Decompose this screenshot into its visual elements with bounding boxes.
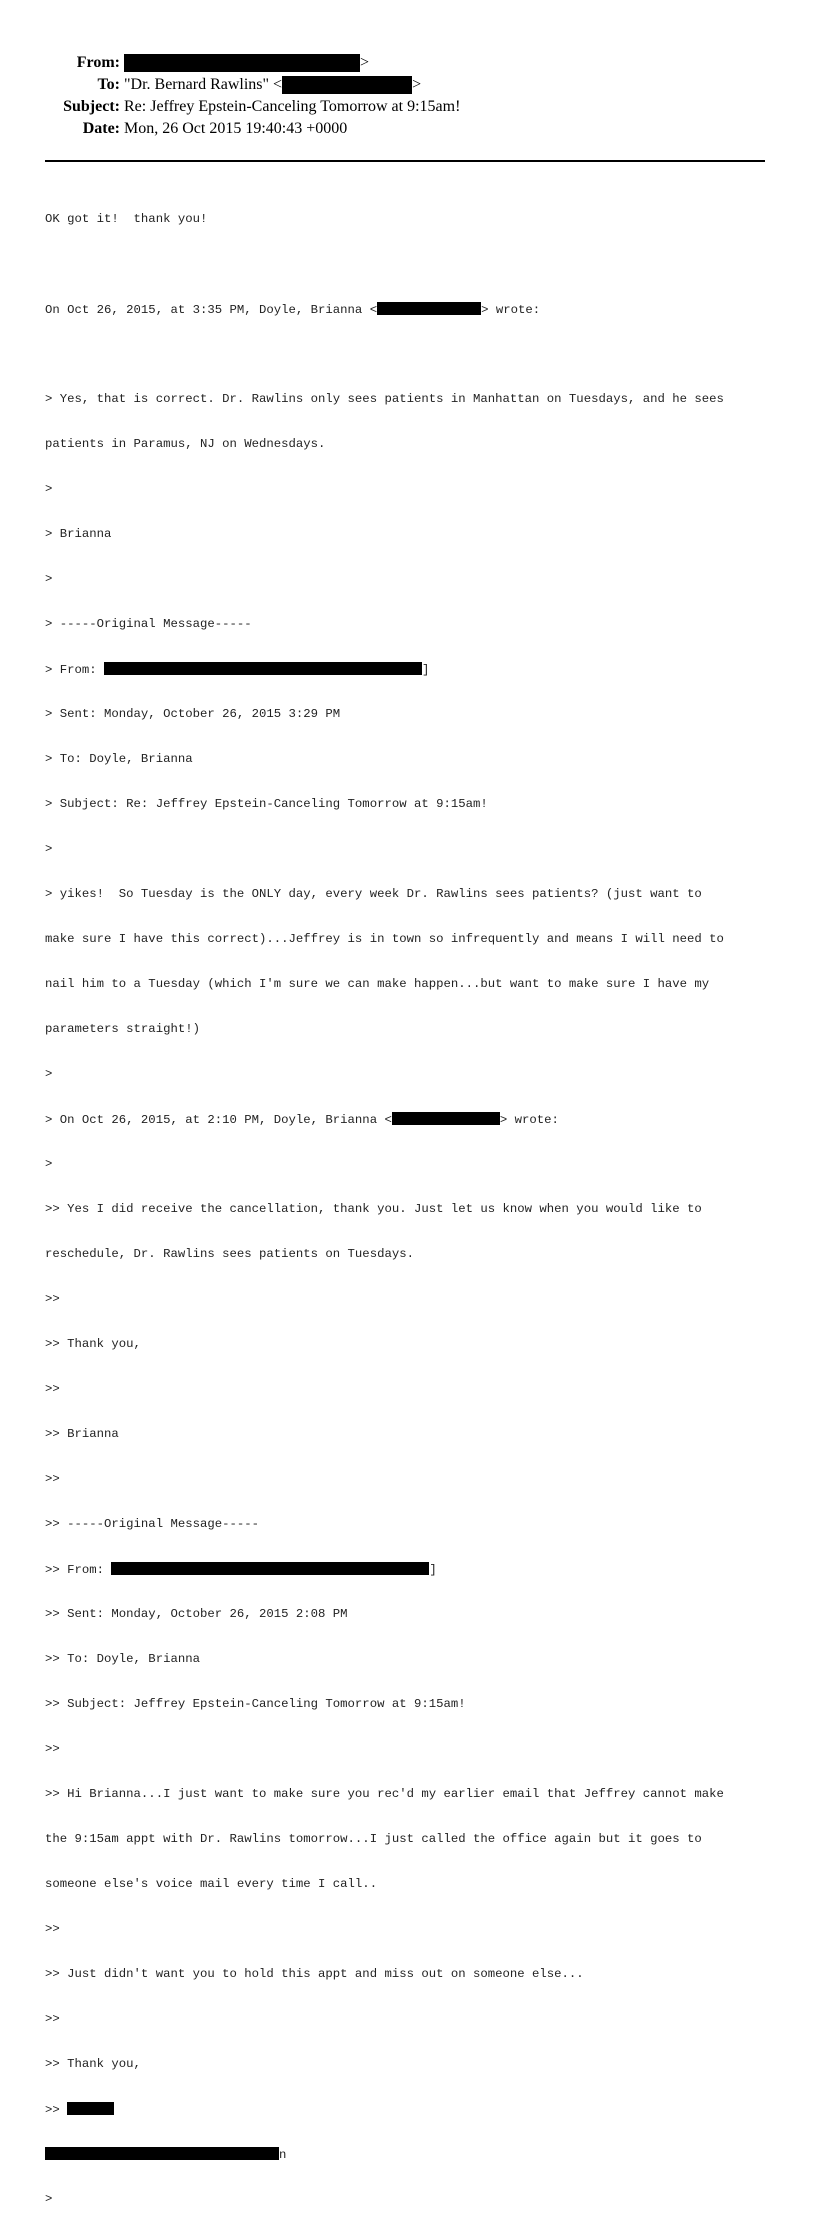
quote-header-line: On Oct 26, 2015, at 3:35 PM, Doyle, Brianna < > wrote: bbox=[45, 303, 541, 317]
body-line: > Subject: Re: Jeffrey Epstein-Canceling Tomorrow at 9:15am! bbox=[45, 797, 488, 811]
body-line: the 9:15am appt with Dr. Rawlins tomorrow...I just called the office again but it goes to bbox=[45, 1832, 702, 1846]
body-line: >> bbox=[45, 1382, 60, 1396]
body-line: >> Sent: Monday, October 26, 2015 2:08 PM bbox=[45, 1607, 348, 1621]
body-line: > bbox=[45, 1067, 53, 1081]
subject-value: Re: Jeffrey Epstein-Canceling Tomorrow at 9:15am! bbox=[124, 98, 461, 115]
body-line: > bbox=[45, 2192, 53, 2206]
signature-line: >> bbox=[45, 2102, 775, 2117]
to-name: "Dr. Bernard Rawlins" < bbox=[124, 76, 283, 93]
body-line bbox=[45, 347, 775, 362]
body-line: nail him to a Tuesday (which I'm sure we can make happen...but want to make sure I have my bbox=[45, 977, 710, 991]
header-divider bbox=[45, 160, 765, 162]
body-line: OK got it! thank you! bbox=[45, 212, 208, 226]
body-line: > yikes! So Tuesday is the ONLY day, every week Dr. Rawlins sees patients? (just want to bbox=[45, 887, 702, 901]
body-line: >> bbox=[45, 1292, 60, 1306]
body-line: > bbox=[45, 1157, 53, 1171]
body-line: > Sent: Monday, October 26, 2015 3:29 PM bbox=[45, 707, 341, 721]
email-body bbox=[45, 182, 775, 2222]
body-line: > Yes, that is correct. Dr. Rawlins only sees patients in Manhattan on Tuesdays, and he sees bbox=[45, 392, 724, 406]
body-line: >> -----Original Message----- bbox=[45, 1517, 260, 1531]
body-line: > bbox=[45, 842, 53, 856]
body-line: > Brianna bbox=[45, 527, 112, 541]
to-suffix: > bbox=[412, 76, 422, 93]
body-line: parameters straight!) bbox=[45, 1022, 200, 1036]
quoted-from-line: > From: ] bbox=[45, 663, 430, 677]
signature-line: n bbox=[45, 2147, 775, 2162]
quoted-from-line: >> From: ] bbox=[45, 1563, 437, 1577]
body-line: >> Subject: Jeffrey Epstein-Canceling Tomorrow at 9:15am! bbox=[45, 1697, 466, 1711]
body-line: patients in Paramus, NJ on Wednesdays. bbox=[45, 437, 326, 451]
body-line: reschedule, Dr. Rawlins sees patients on Tuesdays. bbox=[45, 1247, 414, 1261]
body-line: >> To: Doyle, Brianna bbox=[45, 1652, 200, 1666]
body-line bbox=[45, 257, 775, 272]
from-suffix: > bbox=[360, 54, 370, 71]
redaction-box bbox=[111, 1562, 429, 1575]
redaction-box bbox=[67, 2102, 114, 2115]
body-line: >> bbox=[45, 1472, 60, 1486]
body-line: >> Thank you, bbox=[45, 2057, 141, 2071]
date-label: Date: bbox=[82, 120, 120, 137]
redaction-box bbox=[104, 662, 422, 675]
redaction-box bbox=[45, 2147, 279, 2160]
subject-label: Subject: bbox=[63, 98, 120, 115]
to-label: To: bbox=[97, 76, 120, 93]
from-value bbox=[124, 53, 369, 73]
body-line: > bbox=[45, 572, 53, 586]
redaction-box bbox=[392, 1112, 500, 1125]
from-label: From: bbox=[76, 54, 120, 71]
body-line: > -----Original Message----- bbox=[45, 617, 252, 631]
body-line: >> bbox=[45, 1742, 60, 1756]
quote-header-line: > On Oct 26, 2015, at 2:10 PM, Doyle, Brianna < > wrote: bbox=[45, 1113, 559, 1127]
to-value bbox=[124, 75, 421, 95]
body-line: >> Thank you, bbox=[45, 1337, 141, 1351]
redaction-box bbox=[282, 76, 412, 94]
redaction-box bbox=[377, 302, 481, 315]
body-line: >> Hi Brianna...I just want to make sure you rec'd my earlier email that Jeffrey cannot make bbox=[45, 1787, 724, 1801]
body-line: >> bbox=[45, 2012, 60, 2026]
body-line: make sure I have this correct)...Jeffrey is in town so infrequently and means I will need to bbox=[45, 932, 724, 946]
date-value: Mon, 26 Oct 2015 19:40:43 +0000 bbox=[124, 120, 348, 137]
body-line: >> Brianna bbox=[45, 1427, 119, 1441]
body-line: someone else's voice mail every time I call.. bbox=[45, 1877, 378, 1891]
redaction-box bbox=[124, 54, 360, 72]
body-line: >> Just didn't want you to hold this appt and miss out on someone else... bbox=[45, 1967, 584, 1981]
body-line: >> Yes I did receive the cancellation, thank you. Just let us know when you would like to bbox=[45, 1202, 702, 1216]
body-line: > To: Doyle, Brianna bbox=[45, 752, 193, 766]
body-line: >> bbox=[45, 1922, 60, 1936]
body-line: > bbox=[45, 482, 53, 496]
